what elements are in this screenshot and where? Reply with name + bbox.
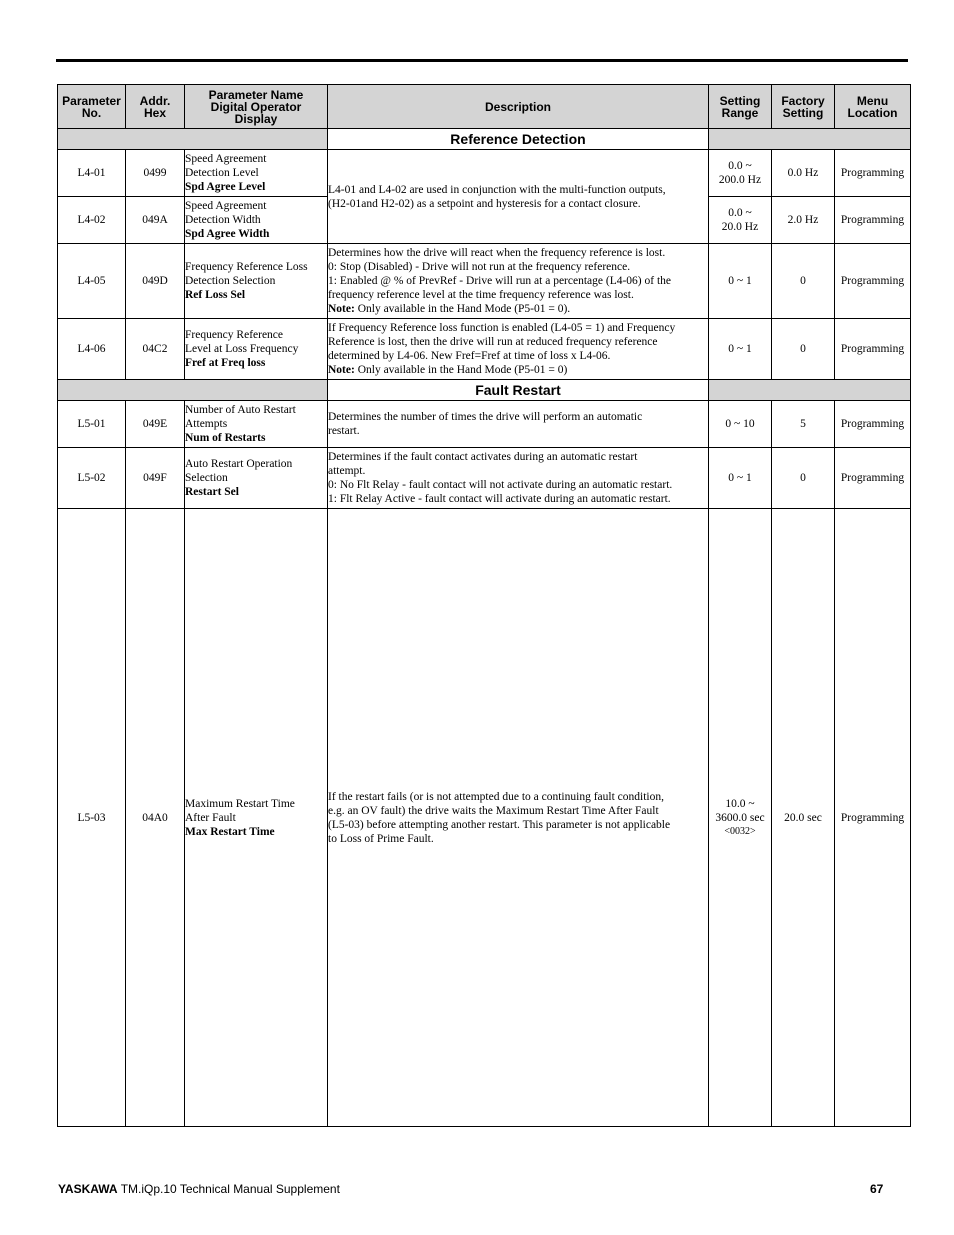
param-name: Speed Agreement Detection Width Spd Agree Width	[185, 197, 328, 244]
note-label: Note:	[328, 364, 355, 376]
factory-setting: 0	[772, 448, 835, 509]
header-addr: Addr. Hex	[126, 85, 185, 129]
section-title: Reference Detection	[328, 129, 709, 150]
setting-range: 0 ~ 1	[709, 244, 772, 319]
setting-range: 0 ~ 10	[709, 401, 772, 448]
header-row	[58, 85, 911, 129]
addr-hex: 0499	[126, 150, 185, 197]
param-name: Speed Agreement Detection Level Spd Agree Level	[185, 150, 328, 197]
header-param-name: Parameter Name Digital Operator Display	[185, 85, 328, 129]
table-row	[58, 319, 911, 380]
factory-setting: 0.0 Hz	[772, 150, 835, 197]
param-no: L5-02	[58, 448, 126, 509]
menu-location: Programming	[835, 401, 911, 448]
description: If the restart fails (or is not attempted due to a continuing fault condition, e.g. an OV fault) the drive waits the Maximum Restart Time After Fault (L5-03) before attempting another restart. This parameter is not applicable to Loss of Prime Fault.	[328, 509, 709, 1127]
footer-brand: YASKAWA	[58, 1182, 118, 1196]
description: L4-01 and L4-02 are used in conjunction with the multi-function outputs, (H2-01and H2-02) as a setpoint and hysteresis for a contact closure.	[328, 150, 709, 244]
setting-range: 0.0 ~ 200.0 Hz	[709, 150, 772, 197]
table-row	[58, 401, 911, 448]
addr-hex: 049D	[126, 244, 185, 319]
footer-doc-title: YASKAWA TM.iQp.10 Technical Manual Supplement	[58, 1182, 340, 1196]
setting-range: 0 ~ 1	[709, 448, 772, 509]
setting-range: 10.0 ~ 3600.0 sec <0032>	[709, 509, 772, 1127]
setting-range: 0.0 ~ 20.0 Hz	[709, 197, 772, 244]
top-rule	[56, 59, 908, 62]
addr-hex: 049E	[126, 401, 185, 448]
header-setting-range: Setting Range	[709, 85, 772, 129]
addr-hex: 04A0	[126, 509, 185, 1127]
section-title: Fault Restart	[328, 380, 709, 401]
param-no: L4-05	[58, 244, 126, 319]
param-name: Frequency Reference Level at Loss Frequency Fref at Freq loss	[185, 319, 328, 380]
description: Determines if the fault contact activates during an automatic restart attempt. 0: No Flt Relay - fault contact will not activate during an automatic restart. 1: Flt Relay Active - fault contact will activate during an automatic restart.	[328, 448, 709, 509]
description: Determines how the drive will react when the frequency reference is lost. 0: Stop (Disabled) - Drive will not run at the frequency reference. 1: Enabled @ % of PrevRef - Drive will run at a percentage (L4-06) of the frequency reference level at the time frequency reference was lost. Note: Only available in the Hand Mode (P5-01 = 0).	[328, 244, 709, 319]
param-no: L5-03	[58, 509, 126, 1127]
table-row	[58, 150, 911, 197]
page-number: 67	[870, 1182, 884, 1196]
menu-location: Programming	[835, 509, 911, 1127]
table-row	[58, 244, 911, 319]
factory-setting: 2.0 Hz	[772, 197, 835, 244]
header-description: Description	[328, 85, 709, 129]
table-row	[58, 448, 911, 509]
table-row	[58, 509, 911, 1127]
addr-hex: 04C2	[126, 319, 185, 380]
parameter-table	[57, 84, 911, 1127]
factory-setting: 0	[772, 244, 835, 319]
section-row-reference-detection	[58, 129, 911, 150]
header-factory-setting: Factory Setting	[772, 85, 835, 129]
menu-location: Programming	[835, 448, 911, 509]
description: Determines the number of times the drive will perform an automatic restart.	[328, 401, 709, 448]
addr-hex: 049F	[126, 448, 185, 509]
addr-hex: 049A	[126, 197, 185, 244]
section-row-fault-restart	[58, 380, 911, 401]
range-code: <0032>	[724, 825, 756, 837]
setting-range: 0 ~ 1	[709, 319, 772, 380]
header-menu-location: Menu Location	[835, 85, 911, 129]
param-no: L4-01	[58, 150, 126, 197]
menu-location: Programming	[835, 319, 911, 380]
param-no: L4-02	[58, 197, 126, 244]
description: If Frequency Reference loss function is enabled (L4-05 = 1) and Frequency Reference is lost, then the drive will run at reduced frequency reference determined by L4-06. New Fref=Fref at time of loss x L4-06. Note: Only available in the Hand Mode (P5-01 = 0)	[328, 319, 709, 380]
menu-location: Programming	[835, 244, 911, 319]
param-no: L5-01	[58, 401, 126, 448]
header-param-no: Parameter No.	[58, 85, 126, 129]
menu-location: Programming	[835, 197, 911, 244]
factory-setting: 20.0 sec	[772, 509, 835, 1127]
factory-setting: 0	[772, 319, 835, 380]
menu-location: Programming	[835, 150, 911, 197]
param-no: L4-06	[58, 319, 126, 380]
param-name: Frequency Reference Loss Detection Selection Ref Loss Sel	[185, 244, 328, 319]
note-label: Note:	[328, 303, 355, 315]
param-name: Auto Restart Operation Selection Restart Sel	[185, 448, 328, 509]
factory-setting: 5	[772, 401, 835, 448]
param-name: Number of Auto Restart Attempts Num of Restarts	[185, 401, 328, 448]
param-name: Maximum Restart Time After Fault Max Restart Time	[185, 509, 328, 1127]
